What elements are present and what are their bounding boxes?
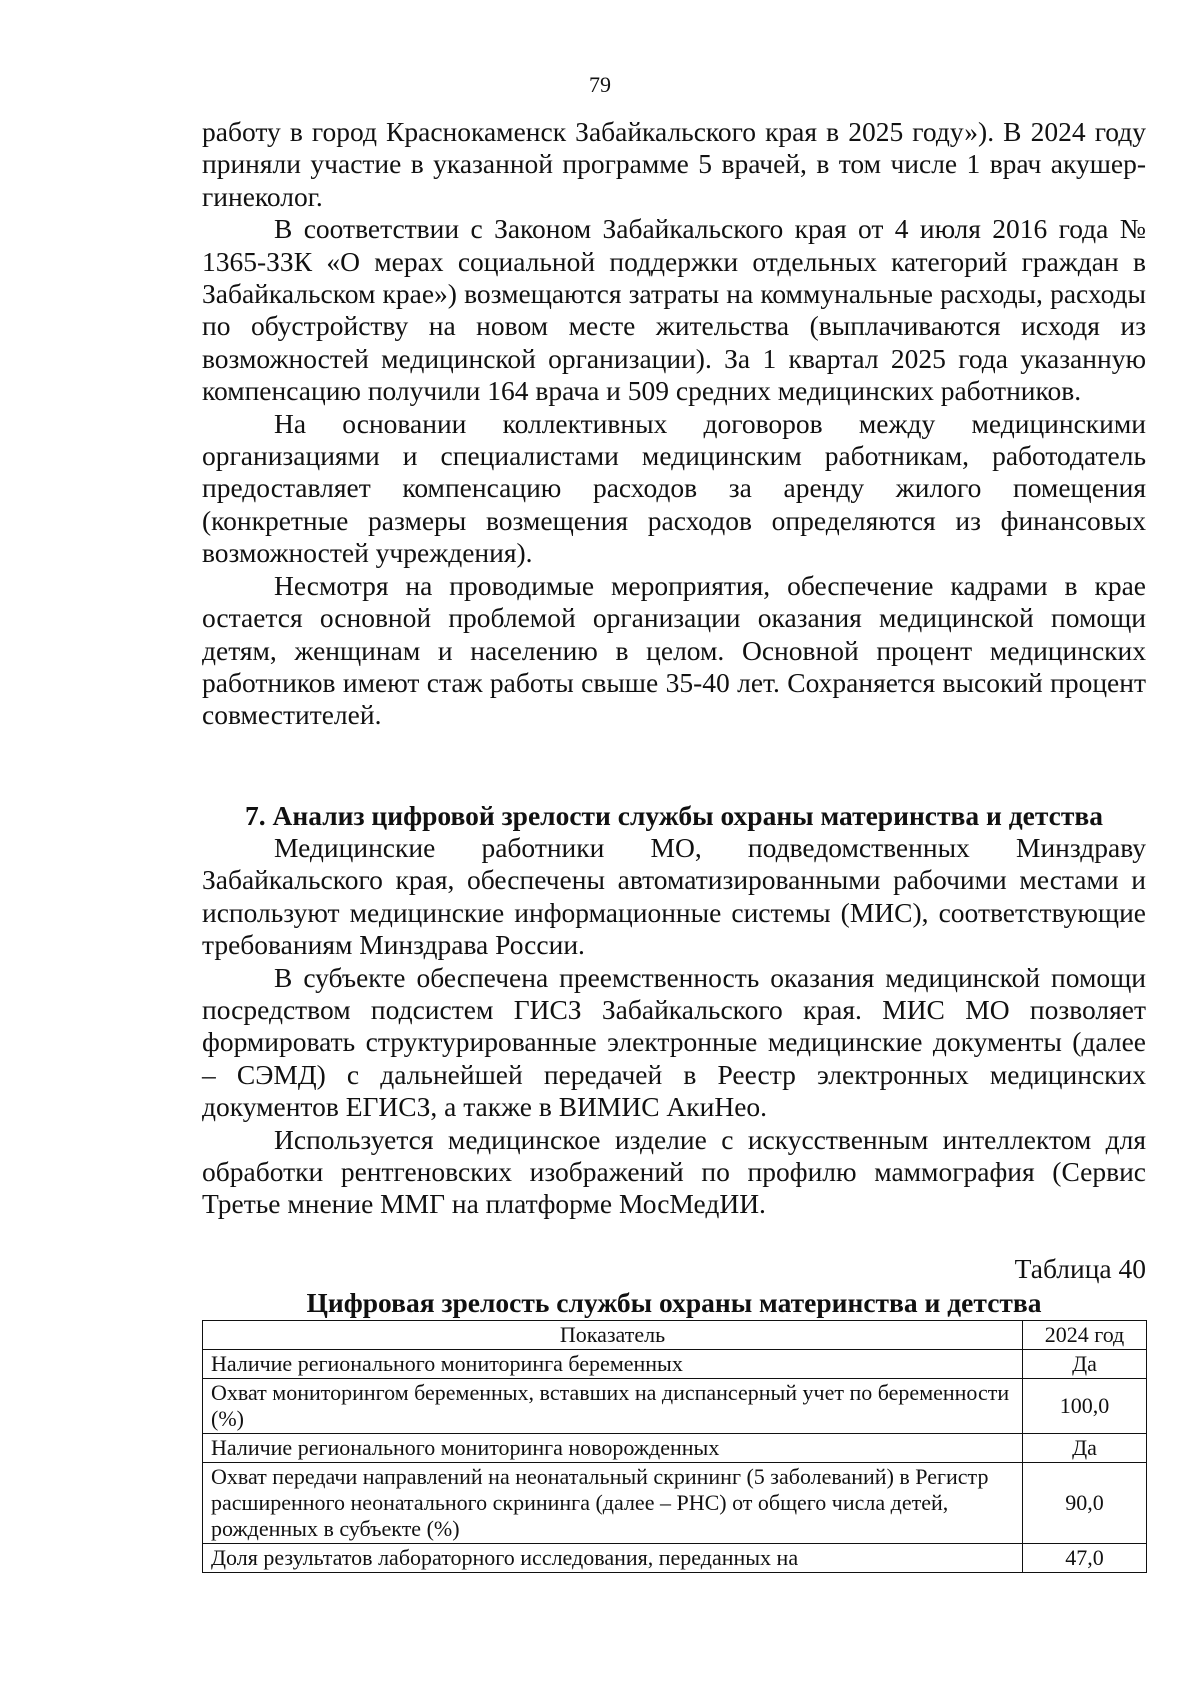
digital-maturity-table <box>202 1320 1147 1573</box>
paragraph-law-compensation: В соответствии с Законом Забайкальского края от 4 июля 2016 года № 1365-ЗЗК «О мерах социальной поддержки отдельных категорий граждан в Забайкальском крае») возмещаются затраты на коммунальные расходы, расходы по обустройству на новом месте жительства (выплачиваются исходя из возможностей медицинской организации). За 1 квартал 2025 года указанную компенсацию получили 164 врача и 509 средних медицинских работников. <box>202 213 1146 407</box>
table-row <box>203 1350 1147 1379</box>
column-header-year: 2024 год <box>1023 1321 1147 1350</box>
paragraph-continuity: В субъекте обеспечена преемственность оказания медицинской помощи посредством подсистем ГИСЗ Забайкальского края. МИС МО позволяет формировать структурированные электронные медицинские документы (далее – СЭМД) с дальнейшей передачей в Реестр электронных медицинских документов ЕГИСЗ, а также в ВИМИС АкиНео. <box>202 961 1146 1123</box>
value-cell: 47,0 <box>1023 1544 1147 1573</box>
table-row <box>203 1379 1147 1434</box>
paragraph-ai-device: Используется медицинское изделие с искусственным интеллектом для обработки рентгеновских изображений по профилю маммография (Сервис Третье мнение ММГ на платформе МосМедИИ. <box>202 1123 1146 1220</box>
indicator-cell: Наличие регионального мониторинга новорожденных <box>203 1434 1023 1463</box>
section-body <box>202 832 1146 1221</box>
value-cell: 90,0 <box>1023 1463 1147 1544</box>
indicator-cell: Охват передачи направлений на неонатальный скрининг (5 заболеваний) в Регистр расширенного неонатального скрининга (далее – РНС) от общего числа детей, рожденных в субъекте (%) <box>203 1463 1023 1544</box>
table-header-row <box>203 1321 1147 1350</box>
indicator-cell: Охват мониторингом беременных, вставших на диспансерный учет по беременности (%) <box>203 1379 1023 1434</box>
page-number: 79 <box>589 72 611 97</box>
indicator-cell: Наличие регионального мониторинга беременных <box>203 1350 1023 1379</box>
value-cell: Да <box>1023 1350 1147 1379</box>
paragraph-staffing-problem: Несмотря на проводимые мероприятия, обеспечение кадрами в крае остается основной проблемой организации оказания медицинской помощи детям, женщинам и населению в целом. Основной процент медицинских работников имеют стаж работы свыше 35-40 лет. Сохраняется высокий процент совместителей. <box>202 569 1146 731</box>
table-row <box>203 1544 1147 1573</box>
table-caption: Таблица 40 <box>1014 1253 1146 1284</box>
paragraph-workstations: Медицинские работники МО, подведомственных Минздраву Забайкальского края, обеспечены автоматизированными рабочими местами и используют медицинские информационные системы (МИС), соответствующие требованиям Минздрава России. <box>202 832 1146 961</box>
column-header-indicator: Показатель <box>203 1321 1023 1350</box>
table-row <box>203 1463 1147 1544</box>
table-title: Цифровая зрелость службы охраны материнства и детства <box>306 1287 1042 1318</box>
indicator-cell: Доля результатов лабораторного исследования, переданных на <box>203 1544 1023 1573</box>
table-row <box>203 1434 1147 1463</box>
paragraph-continuation: работу в город Краснокаменск Забайкальского края в 2025 году»). В 2024 году приняли участие в указанной программе 5 врачей, в том числе 1 врач акушер-гинеколог. <box>202 116 1146 212</box>
value-cell: Да <box>1023 1434 1147 1463</box>
section-heading: 7. Анализ цифровой зрелости службы охраны материнства и детства <box>245 800 1103 831</box>
paragraph-collective-agreements: На основании коллективных договоров между медицинскими организациями и специалистами медицинским работникам, работодатель предоставляет компенсацию расходов за аренду жилого помещения (конкретные размеры возмещения расходов определяются из финансовых возможностей учреждения). <box>202 407 1146 569</box>
body-text <box>202 116 1146 732</box>
value-cell: 100,0 <box>1023 1379 1147 1434</box>
